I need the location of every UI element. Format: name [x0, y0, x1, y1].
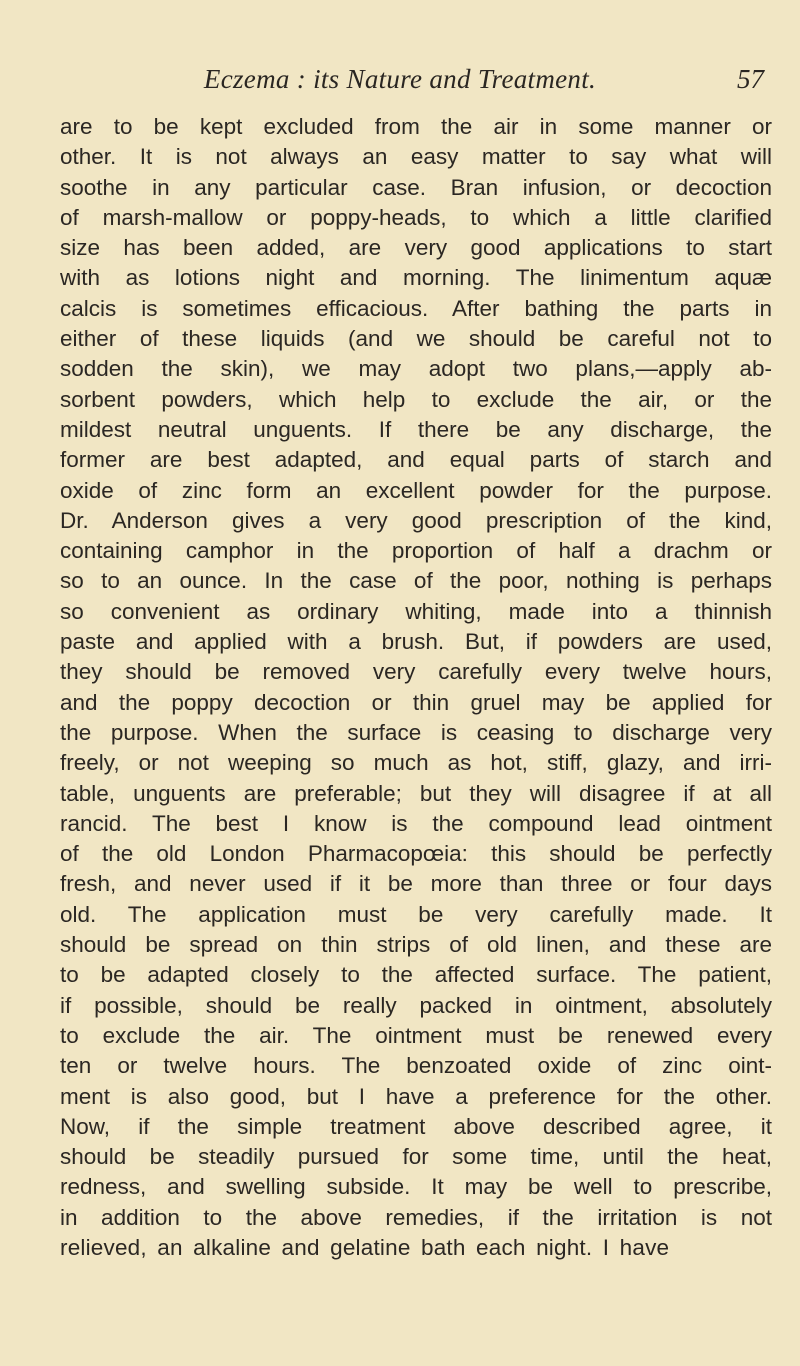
- text-line: sodden the skin), we may adopt two plans,—apply ab-: [60, 356, 772, 382]
- text-line: sorbent powders, which help to exclude the air, or the: [60, 386, 772, 412]
- text-line: so to an ounce. In the case of the poor, nothing is perhaps: [60, 568, 772, 594]
- text-line: Now, if the simple treatment above described agree, it: [60, 1113, 772, 1139]
- text-line: in addition to the above remedies, if the irritation is not: [60, 1204, 772, 1230]
- text-line: relieved, an alkaline and gelatine bath each night. I have: [60, 1234, 670, 1260]
- text-line: ment is also good, but I have a preference for the other.: [60, 1083, 772, 1109]
- page-header: [0, 64, 800, 104]
- text-line: paste and applied with a brush. But, if powders are used,: [60, 629, 772, 655]
- text-line: other. It is not always an easy matter to say what will: [60, 144, 772, 170]
- text-line: oxide of zinc form an excellent powder for the purpose.: [60, 477, 772, 503]
- text-line: containing camphor in the proportion of half a drachm or: [60, 538, 772, 564]
- text-line: should be spread on thin strips of old linen, and these are: [60, 932, 772, 958]
- text-line: Dr. Anderson gives a very good prescription of the kind,: [60, 507, 772, 533]
- text-line: ten or twelve hours. The benzoated oxide of zinc oint-: [60, 1053, 772, 1079]
- text-line: the purpose. When the surface is ceasing to discharge very: [60, 719, 772, 745]
- text-line: table, unguents are preferable; but they will disagree if at all: [60, 780, 772, 806]
- text-line: to be adapted closely to the affected surface. The patient,: [60, 962, 772, 988]
- text-line: they should be removed very carefully every twelve hours,: [60, 659, 772, 685]
- page-number: 57: [737, 64, 764, 94]
- text-line: fresh, and never used if it be more than three or four days: [60, 871, 772, 897]
- text-line: either of these liquids (and we should be careful not to: [60, 326, 772, 352]
- text-line: of marsh-mallow or poppy-heads, to which a little clarified: [60, 204, 772, 230]
- text-line: freely, or not weeping so much as hot, stiff, glazy, and irri-: [60, 750, 772, 776]
- text-line: so convenient as ordinary whiting, made into a thinnish: [60, 598, 772, 624]
- text-line: if possible, should be really packed in ointment, absolutely: [60, 992, 772, 1018]
- body-text: [60, 112, 772, 1263]
- text-line: soothe in any particular case. Bran infusion, or decoction: [60, 174, 772, 200]
- text-line: old. The application must be very carefully made. It: [60, 901, 772, 927]
- text-line: are to be kept excluded from the air in some manner or: [60, 114, 772, 139]
- text-line: size has been added, are very good applications to start: [60, 235, 772, 261]
- text-line: redness, and swelling subside. It may be well to prescribe,: [60, 1174, 772, 1200]
- text-line: and the poppy decoction or thin gruel may be applied for: [60, 689, 772, 715]
- text-line: to exclude the air. The ointment must be renewed every: [60, 1022, 772, 1048]
- text-line: calcis is sometimes efficacious. After bathing the parts in: [60, 295, 772, 321]
- text-line: with as lotions night and morning. The linimentum aquæ: [60, 265, 772, 291]
- text-line: rancid. The best I know is the compound lead ointment: [60, 810, 772, 836]
- text-line: former are best adapted, and equal parts of starch and: [60, 447, 772, 473]
- text-line: mildest neutral unguents. If there be any discharge, the: [60, 416, 772, 442]
- text-line: should be steadily pursued for some time, until the heat,: [60, 1144, 772, 1170]
- text-line: of the old London Pharmacopœia: this should be perfectly: [60, 841, 772, 867]
- running-title: Eczema : its Nature and Treatment.: [203, 64, 597, 94]
